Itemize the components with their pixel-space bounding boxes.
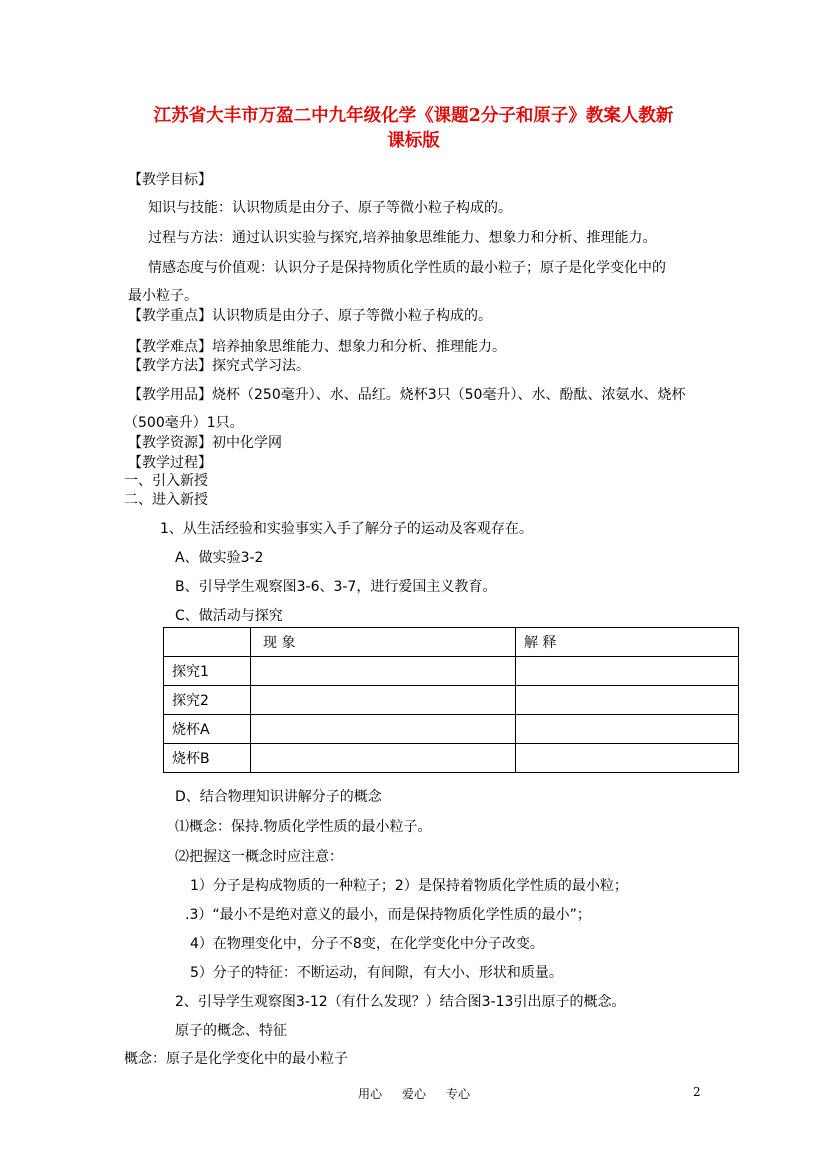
attention-note: ⑵把握这一概念时应注意： (175, 849, 343, 865)
key-points: 【教学重点】认识物质是由分子、原子等微小粒子构成的。 (128, 308, 492, 324)
item-1-c: C、做活动与探究 (175, 608, 283, 624)
goals-header: 【教学目标】 (128, 172, 212, 188)
item-2: 2、引导学生观察图3-12（有什么发现？）结合图3-13引出原子的概念。 (175, 994, 626, 1010)
footer-text-1: 用心 (358, 1087, 383, 1101)
table-row (164, 686, 739, 715)
table-cell: 探究1 (164, 657, 251, 686)
footer-text-2: 爱心 (402, 1087, 427, 1101)
molecule-concept: ⑴概念：保持.物质化学性质的最小粒子。 (175, 819, 432, 835)
table-cell: 探究2 (164, 686, 251, 715)
goal-emotion-line1: 情感态度与价值观：认识分子是保持物质化学性质的最小粒子；原子是化学变化中的 (148, 260, 666, 276)
document-title-line1: 江苏省大丰市万盈二中九年级化学《课题2分子和原子》教案人教新 (153, 106, 674, 126)
table-cell (516, 686, 739, 715)
attention-point-5: 5）分子的特征：不断运动，有间隙，有大小、形状和质量。 (190, 965, 563, 981)
atom-heading: 原子的概念、特征 (175, 1023, 287, 1039)
step-one: 一、引入新授 (124, 473, 208, 489)
table-header-cell: 现 象 (251, 628, 516, 657)
footer-text-3: 专心 (446, 1087, 471, 1101)
table-cell (251, 744, 516, 773)
table-cell (516, 657, 739, 686)
atom-concept: 概念：原子是化学变化中的最小粒子 (124, 1051, 348, 1067)
table-row (164, 657, 739, 686)
item-1-d: D、结合物理知识讲解分子的概念 (175, 789, 382, 805)
item-1-b: B、引导学生观察图3-6、3-7，进行爱国主义教育。 (175, 579, 497, 595)
attention-point-1: 1）分子是构成物质的一种粒子；2）是保持着物质化学性质的最小粒； (190, 878, 628, 894)
table-row (164, 715, 739, 744)
goal-knowledge: 知识与技能：认识物质是由分子、原子等微小粒子构成的。 (148, 200, 512, 216)
process-header: 【教学过程】 (128, 455, 212, 471)
table-row (164, 744, 739, 773)
table-cell (251, 686, 516, 715)
materials-line2: （500毫升）1只。 (124, 415, 244, 431)
table-header-cell: 解 释 (516, 628, 739, 657)
attention-point-3: .3）“最小不是绝对意义的最小，而是保持物质化学性质的最小”； (185, 907, 591, 923)
table-header-row (164, 628, 739, 657)
document-title-line2: 课标版 (387, 131, 440, 151)
page-number: 2 (693, 1085, 701, 1099)
difficulties: 【教学难点】培养抽象思维能力、想象力和分析、推理能力。 (128, 339, 506, 355)
table-header-cell (164, 628, 251, 657)
goal-emotion-line2: 最小粒子。 (128, 288, 198, 304)
attention-point-4: 4）在物理变化中，分子不8变，在化学变化中分子改变。 (190, 936, 544, 952)
activity-table (163, 627, 739, 773)
table-cell: 烧杯A (164, 715, 251, 744)
goal-process: 过程与方法：通过认识实验与探究,培养抽象思维能力、想象力和分析、推理能力。 (148, 230, 657, 246)
table-cell: 烧杯B (164, 744, 251, 773)
table-cell (251, 657, 516, 686)
table-cell (516, 715, 739, 744)
resources: 【教学资源】初中化学网 (128, 435, 282, 451)
table-cell (251, 715, 516, 744)
materials-line1: 【教学用品】烧杯（250毫升）、水、品红。烧杯3只（50毫升）、水、酚酞、浓氨水、烧杯 (128, 387, 686, 403)
item-1-a: A、做实验3-2 (175, 550, 264, 566)
table-cell (516, 744, 739, 773)
step-two: 二、进入新授 (124, 492, 208, 508)
item-1: 1、从生活经验和实验事实入手了解分子的运动及客观存在。 (160, 521, 533, 537)
methods: 【教学方法】探究式学习法。 (128, 358, 310, 374)
